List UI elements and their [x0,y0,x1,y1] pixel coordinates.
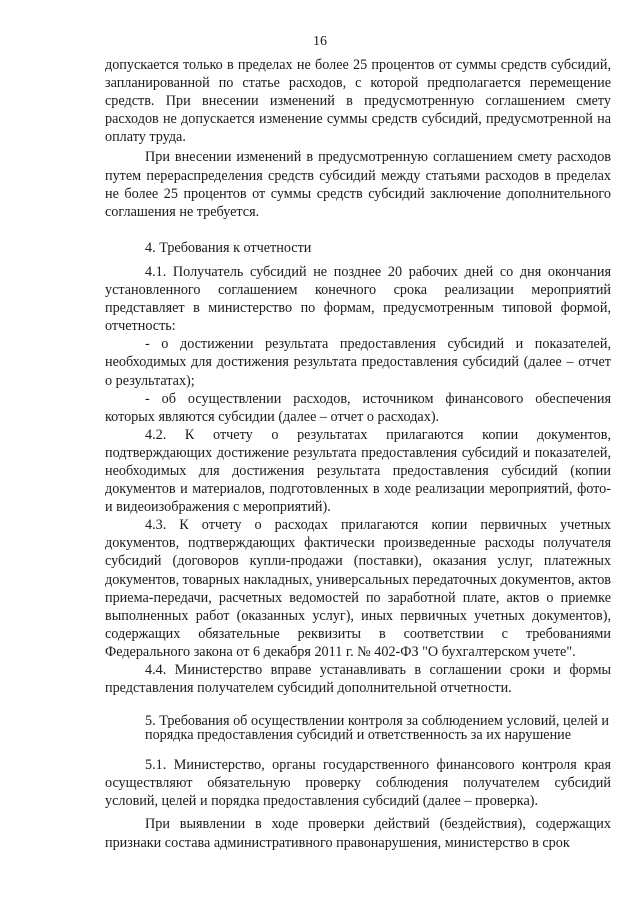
paragraph-4-2: 4.2. К отчету о результатах прилагаются копии документов, подтверждающих достижение результата предоставления субсидий и показателей, необходимых для достижения результата предоставления субсидий (копии документов и материалов, подготовленных в ходе реализации мероприятий, фото- и видеоизображения с мероприятий). [105,426,611,516]
section-heading-4: 4. Требования к отчетности [145,239,312,256]
paragraph-5-1: 5.1. Министерство, органы государственного финансового контроля края осуществляют обязательную проверку соблюдения получателем субсидий условий, целей и порядка предоставления субсидий (далее – проверка). [105,757,611,810]
paragraph-4-1: 4.1. Получатель субсидий не позднее 20 рабочих дней со дня окончания установленного соглашением конечного срока реализации мероприятий представляет в министерство по формам, предусмотренным типовой формой, отчетность: [105,263,611,335]
paragraph-4-4: 4.4. Министерство вправе устанавливать в соглашении сроки и формы представления получателем субсидий дополнительной отчетности. [105,662,611,697]
list-item-expenses-report: - об осуществлении расходов, источником финансового обеспечения которых являются субсидии (далее – отчет о расходах). [105,390,611,425]
paragraph-budget-change: При внесении изменений в предусмотренную соглашением смету расходов путем перераспределения средств субсидий между статьями расходов в пределах не более 25 процентов от суммы средств субсидий заключение дополнительного соглашения не требуется. [105,149,611,220]
page-number: 16 [313,34,327,49]
paragraph-4-3: 4.3. К отчету о расходах прилагаются копии первичных учетных документов, подтверждающих фактически произведенные расходы получателя субсидий (договоров купли-продажи (поставки), оказания услуг, платежных документов, товарных накладных, универсальных передаточных документов, актов приема-передачи, расчетных ведомостей по заработной плате, актов о приемке выполненных работ (оказанных услуг), иных первичных учетных документов), содержащих обязательные реквизиты в соответствии с требованиями Федерального закона от 6 декабря 2011 г. № 402-ФЗ "О бухгалтерском учете". [105,517,612,660]
section-heading-5: 5. Требования об осуществлении контроля за соблюдением условий, целей и порядка предоставления субсидий и ответственность за их нарушение [145,713,609,743]
paragraph-continuation: допускается только в пределах не более 25 процентов от суммы средств субсидий, запланированной по статье расходов, с которой предполагается перемещение средств. При внесении изменений в предусмотренную соглашением смету расходов не допускается изменение суммы средств субсидий, предусмотренной на оплату труда. [105,57,611,146]
page-body [105,56,611,852]
paragraph-5-2: При выявлении в ходе проверки действий (бездействия), содержащих признаки состава административного правонарушения, министерство в срок [105,816,611,851]
list-item-results-report: - о достижении результата предоставления субсидий и показателей, необходимых для достижения результата предоставления субсидий (далее – отчет о результатах); [105,336,611,389]
